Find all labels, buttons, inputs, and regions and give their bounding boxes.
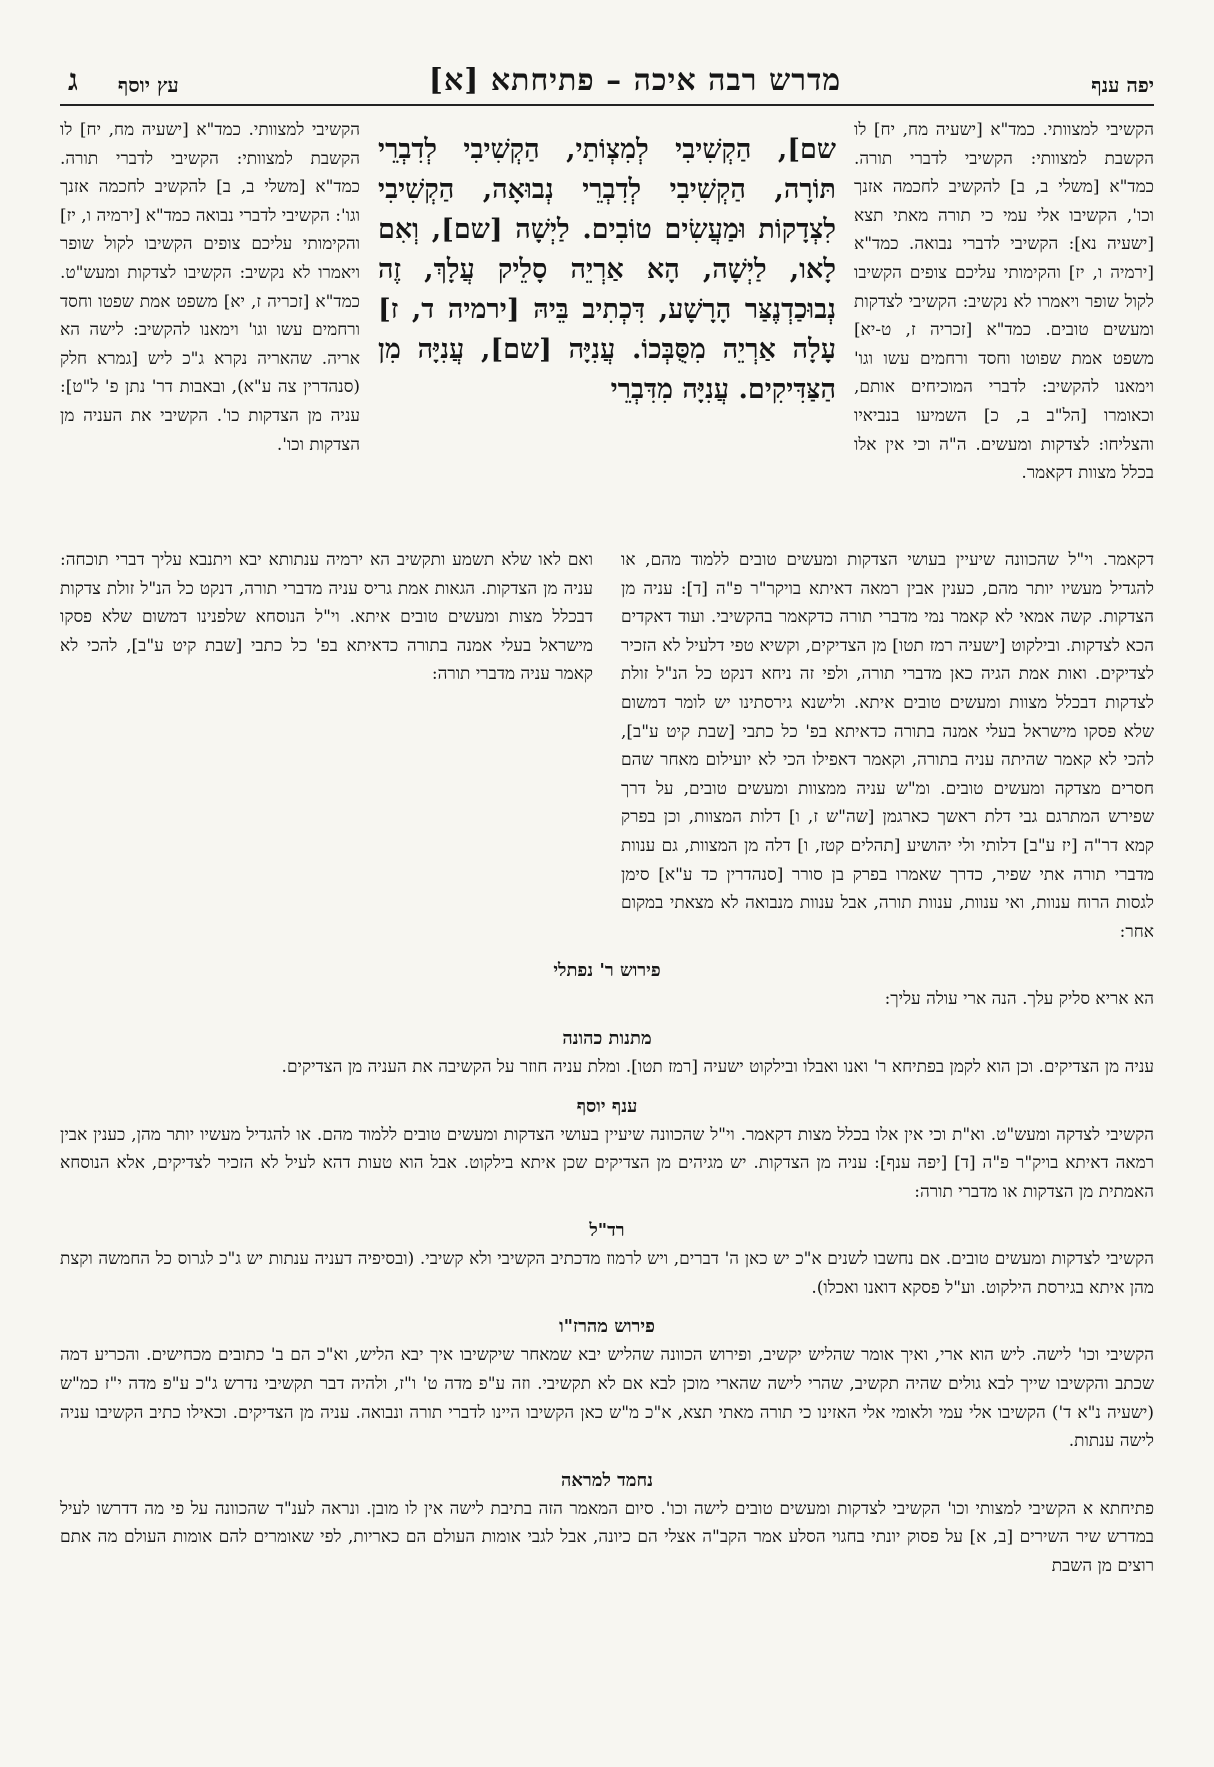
top-columns xyxy=(60,116,1154,546)
section-text-radal: הקשיבי לצדקות ומעשים טובים. אם נחשבו לשנים א"כ יש כאן ה' דברים, ויש לרמוז מדכתיב הקשיבי ולא קשיבי. (ובסיפיה דעניה ענתות יש ג"כ לגרוס כל החמשה וקצת מהן איתא בגירסת הילקוט. וע"ל פסקא דואנו ואכלו). xyxy=(60,1249,1154,1298)
section-text-maharzu: הקשיבי וכו' לישה. ליש הוא ארי, ואיך אומר שהליש יקשיב, ופירוש הכוונה שהליש יבא שמאחר שיקשיבו איך יבא הליש, וא"כ הם ב' כתובים מכחישים. והכריע דמה שכתב והקשיבו שייך לבא גולים שהיה תקשיב, שהרי לישה שהארי מוכן לבא אם לא תקשיבי. וזה ע"פ מדה ט' ו"ז, ולהיה דבר תקשיבי נדרש ג"כ ע"פ מדה י"ז כמ"ש (ישעיה נ"א ד') הקשיבו אלי עמי ולאומי אלי האזינו כי תורה מאתי תצא, א"כ מ"ש כאן הקשיבו היינו לדברי תורה ונבואה. עניה מן הצדיקים. וכאילו כתיב הקשיבו עניה לישה ענתות. xyxy=(60,1345,1154,1452)
left-column-commentary xyxy=(60,116,360,546)
right-column-commentary xyxy=(854,116,1154,546)
left-column-text: הקשיבי למצוותי. כמד"א [ישעיה מח, יח] לו הקשבת למצוותי: הקשיבי לדברי תורה. כמד"א [משלי ב, ב] להקשיב לחכמה אזנך וגו': הקשיבי לדברי נבואה כמד"א [ירמיה ו, יז] והקימותי עליכם צופים הקשיבו לקול שופר ויאמרו לא נקשיב: הקשיבו לצדקות ומעש"ט. כמד"א [זכריה ז, יא] משפט אמת שפטו וחסד ורחמים עשו וגו' וימאנו להקשיב: לישה הא אריה. שהאריה נקרא ג"כ ליש [גמרא חלק (סנהדרין צה ע"א), ובאבות דר' נתן פ' ל"ט]: עניה מן הצדקות כו'. הקשיבי את העניה מן הצדקות וכו'. xyxy=(60,120,360,455)
section-title-matnot-kehuna: מתנות כהונה xyxy=(562,1027,652,1049)
page-header xyxy=(60,58,1154,106)
section-title-naftali: פירוש ר' נפתלי xyxy=(553,960,661,982)
middle-column xyxy=(370,116,844,546)
section-title-nechmad: נחמד למראה xyxy=(561,1469,653,1491)
page-title: מדרש רבה איכה – פתיחתא [א] xyxy=(428,63,842,98)
left-running-head: עץ יוסף xyxy=(117,73,179,97)
right-continuation: דקאמר. וי"ל שהכוונה שיעיין בעושי הצדקות ומעשים טובים ללמוד מהם, או להגדיל מעשיו יותר מהם, כענין אבין רמאה דאיתא בויקר"ר פ"ה [ד]: עניה מן הצדקות. קשה אמאי לא קאמר נמי מדברי תורה כדקאמר בהקשיבי. ועוד דאקדים הכא לצדקות. ובילקוט [ישעיה רמז תטו] מן הצדיקים, וקשיא טפי דלעיל לא הזכיר לצדיקים. ואות אמת הגיה כאן מדברי תורה, ולפי זה ניחא דנקט כל הנ"ל זולת לצדקות דבכלל מצוות ומעשים טובים איתא. ולישנא גירסתינו יש לומר דמשום שלא פסקו מישראל בעלי אמנה בתורה כדאיתא בפ' כל כתבי [שבת קיט ע"ב], להכי לא קאמר שהיתה עניה בתורה, וקאמר דאפילו הכי לא יועילום מאחר שהם חסרים מצדקה ומעשים טובים. ומ"ש עניה ממצוות ומעשים טובים, על דרך שפירש המתרגם גבי דלת ראשך כארגמן [שה"ש ז, ו] דלות המצוות, וכן בפרק קמא דר"ה [יז ע"ב] דלותי ולי יהושיע [תהלים קטז, ו] דלה מן המצוות, גם ענוות מדברי תורה אתי שפיר, כדרך שאמרו בפרק בן סורר [סנהדרין כד ע"א] סימן לגסות הרוח ענוות, ואי ענוות, ענוות תורה, אבל ענוות מנבואה לא מצאתי במקום אחר: xyxy=(621,550,1154,942)
commentary-sections xyxy=(60,960,1154,1580)
left-header xyxy=(60,63,179,98)
right-column-text: הקשיבי למצוותי. כמד"א [ישעיה מח, יח] לו הקשבת למצוותי: הקשיבי לדברי תורה. כמד"א [משלי ב, ב] להקשיב לחכמה אזנך וכו', הקשיבו אלי עמי כי תורה מאתי תצא [ישעיה נא]: הקשיבי לדברי נבואה. כמד"א [ירמיה ו, יז] והקימותי עליכם צופים הקשיבו לקול שופר ויאמרו לא נקשיב: הקשיבי לצדקות ומעשים טובים. כמד"א [זכריה ז, ט-יא] משפט אמת שפוטו וחסד ורחמים עשו וגו' וימאנו להקשיב: לדברי המוכיחים אותם, וכאומרו [הל"ב ב, כ] השמיעו בנביאיו והצליחו: לצדקות ומעשים. ה"ה וכי אין אלו בכלל מצוות דקאמר. xyxy=(854,120,1154,484)
continuation-block xyxy=(60,546,1154,946)
midrash-main-text: שם], הַקְשִׁיבִי לְמִצְוֹתַי, הַקְשִׁיבִי לְדִבְרֵי תּוֹרָה, הַקְשִׁיבִי לְדִבְרֵי נְבוּאָה, הַקְשִׁיבִי לִצְדָקוֹת וּמַעֲשִׂים טוֹבִים. לַיְשָׁה [שם], וְאִם לָאו, לַיְשָׁה, הָא אַרְיֵה סָלֵיק עֲלָךְ, זֶה נְבוּכַדְנֶצַּר הָרָשָׁע, דִּכְתִיב בֵּיהּ [ירמיה ד, ז] עָלָה אַרְיֵה מִסֻּבְּכוֹ. עֲנִיָּה [שם], עֲנִיָּה מִן הַצַּדִּיקִים. עֲנִיָּה מִדִּבְרֵי xyxy=(378,134,836,405)
section-text-anaf-yosef: הקשיבי לצדקה ומעש"ט. וא"ת וכי אין אלו בכלל מצות דקאמר. וי"ל שהכוונה שיעיין בעושי הצדקות ומעשים טובים ללמוד מהם. או להגדיל מעשיו יותר מהן, כענין אבין רמאה דאיתא בויק"ר פ"ה [ד] [יפה ענף]: עניה מן הצדקות. יש מגיהים מן הצדיקים שכן איתא בילקוט. אבל הוא טעות דהא לעיל לא הזכיר לצדיקים, אלא הנוסחא האמתית מן הצדקות או מדברי תורה: xyxy=(60,1124,1154,1202)
section-text-naftali: הא אריא סליק עלך. הנה ארי עולה עליך: xyxy=(884,989,1154,1010)
section-title-anaf-yosef: ענף יוסף xyxy=(576,1095,638,1117)
section-text-matnot-kehuna: עניה מן הצדיקים. וכן הוא לקמן בפתיחא ר' ואנו ואבלו ובילקוט ישעיה [רמז תטו]. ומלת עניה חוזר על הקשיבה את העניה מן הצדיקים. xyxy=(281,1056,1154,1077)
section-text-nechmad: פתיחתא א הקשיבי למצותי וכו' הקשיבי לצדקות ומעשים טובים לישה וכו'. סיום המאמר הזה בתיבת לישה אין לו מובן. ונראה לענ"ד שהכוונה על פי מה דדרשו לעיל במדרש שיר השירים [ב, א] על פסוק יונתי בחגוי הסלע אמר הקב"ה אצלי הם כיונה, אבל לגבי אומות העולם הם כאריות, לפי שאומרים להם אומות העולם מה אתם רוצים מן השבת xyxy=(60,1498,1154,1577)
page-number: ג xyxy=(68,63,78,98)
section-title-maharzu: פירוש מהרז"ו xyxy=(559,1316,655,1338)
right-running-head: יפה ענף xyxy=(1091,73,1154,97)
section-title-radal: רד"ל xyxy=(589,1220,625,1242)
left-continuation: ואם לאו שלא תשמע ותקשיב הא ירמיה ענתותא יבא ויתנבא עליך דברי תוכחה: עניה מן הצדקות. הגאות אמת גריס עניה מדברי תורה, דנקט כל הנ"ל זולת צדקות דבכלל מצות ומעשים טובים איתא. וי"ל הנוסחא שלפנינו דמשום שלא פסקו מישראל בעלי אמנה בתורה כדאיתא בפ' כל כתבי [שבת קיט ע"ב], להכי לא קאמר עניה מדברי תורה: xyxy=(60,550,593,685)
